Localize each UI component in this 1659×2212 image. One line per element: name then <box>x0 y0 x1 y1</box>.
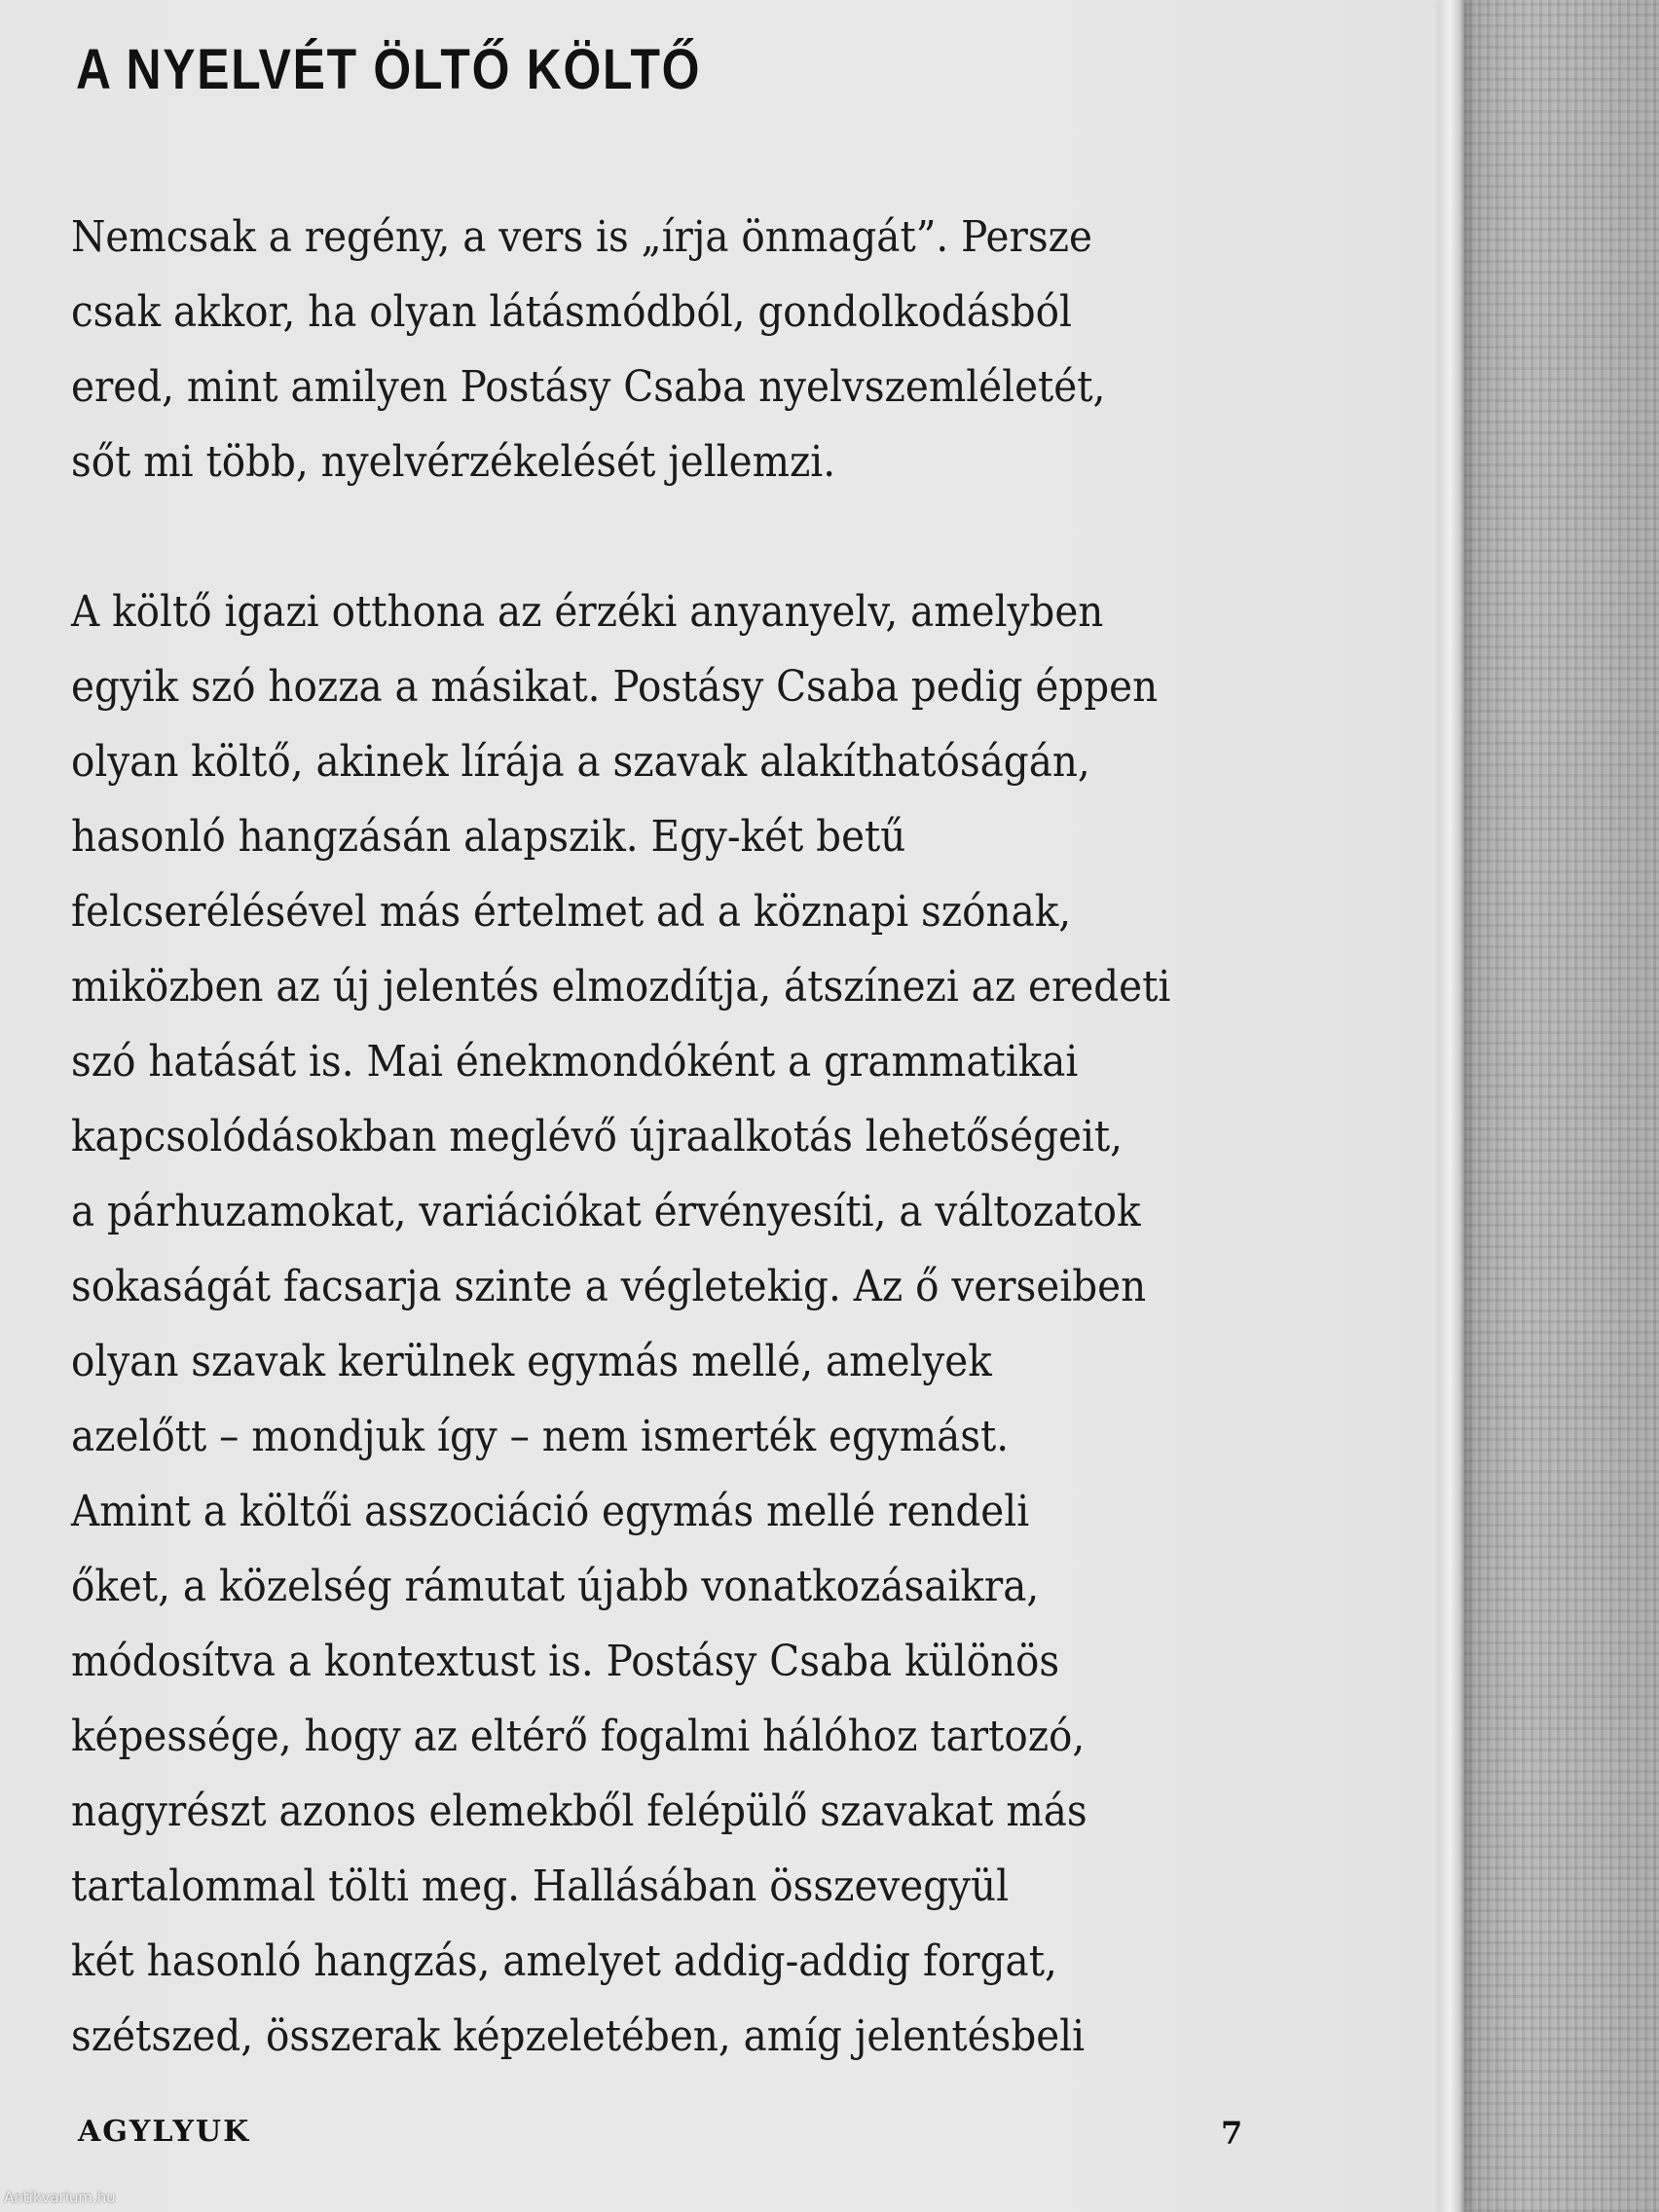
text-line: módosítva a kontextust is. Postásy Csaba különös <box>71 1637 1060 1686</box>
chapter-heading: A NYELVÉT ÖLTŐ KÖLTŐ <box>76 38 702 101</box>
text-line: kapcsolódásokban meglévő újraalkotás lehetőségeit, <box>71 1112 1124 1161</box>
background-surface <box>1441 0 1659 2212</box>
text-line: sokaságát facsarja szinte a végletekig. Az ő verseiben <box>71 1262 1147 1311</box>
text-line: azelőtt – mondjuk így – nem ismerték egymást. <box>71 1412 1010 1461</box>
text-line: miközben az új jelentés elmozdítja, átszínezi az eredeti <box>71 962 1171 1012</box>
running-footer-title: AGYLYUK <box>78 2115 251 2149</box>
paragraph-2 <box>71 574 1269 2074</box>
text-line: olyan költő, akinek lírája a szavak alakíthatóságán, <box>71 737 1090 787</box>
text-line: Amint a költői asszociáció egymás mellé rendeli <box>71 1487 1030 1536</box>
text-line: nagyrészt azonos elemekből felépülő szavakat más <box>71 1787 1088 1836</box>
text-line: hasonló hangzásán alapszik. Egy-két betű <box>71 812 906 862</box>
text-line: szó hatását is. Mai énekmondóként a grammatikai <box>71 1037 1079 1087</box>
page-edge <box>1439 0 1464 2212</box>
text-line: a párhuzamokat, variációkat érvényesíti, a változatok <box>71 1187 1141 1236</box>
text-line: egyik szó hozza a másikat. Postásy Csaba pedig éppen <box>71 662 1159 712</box>
text-line: ered, mint amilyen Postásy Csaba nyelvszemléletét, <box>71 362 1106 412</box>
watermark: Antikvarium.hu <box>4 2189 116 2206</box>
text-line: Nemcsak a regény, a vers is „írja önmagát”. Persze <box>71 212 1092 262</box>
text-line: tartalommal tölti meg. Hallásában összevegyül <box>71 1862 1010 1911</box>
text-line: szétszed, összerak képzeletében, amíg jelentésbeli <box>71 2011 1086 2061</box>
text-line: felcserélésével más értelmet ad a köznapi szónak, <box>71 887 1072 937</box>
text-line: csak akkor, ha olyan látásmódból, gondolkodásból <box>71 287 1072 337</box>
text-line: sőt mi több, nyelvérzékelését jellemzi. <box>71 437 836 487</box>
page-number: 7 <box>1221 2115 1243 2152</box>
text-line: A költő igazi otthona az érzéki anyanyelv, amelyben <box>71 587 1104 637</box>
paragraph-1 <box>71 200 1269 499</box>
body-text <box>71 200 1269 2074</box>
text-line: két hasonló hangzás, amelyet addig-addig forgat, <box>71 1936 1057 1986</box>
text-line: őket, a közelség rámutat újabb vonatkozásaikra, <box>71 1562 1040 1611</box>
text-line: olyan szavak kerülnek egymás mellé, amelyek <box>71 1337 992 1386</box>
text-line: képessége, hogy az eltérő fogalmi hálóhoz tartozó, <box>71 1712 1086 1761</box>
